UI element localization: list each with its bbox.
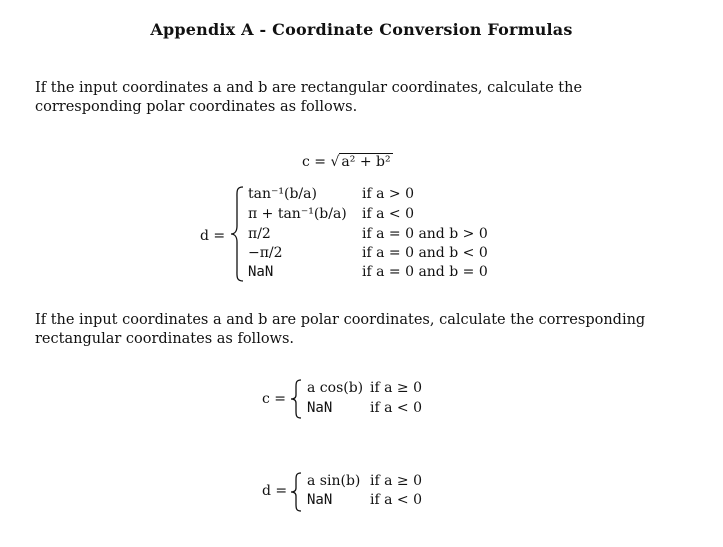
piece-row xyxy=(248,226,271,242)
sqrt-radicand: a² + b² xyxy=(341,154,391,170)
piece-cond: if a < 0 xyxy=(370,492,422,508)
equation-lhs: d = xyxy=(200,228,226,244)
piece-cond: if a ≥ 0 xyxy=(370,473,422,489)
equation-lhs: c = xyxy=(302,154,327,170)
piece-cond: if a > 0 xyxy=(362,186,414,202)
piece-cond: if a < 0 xyxy=(370,400,422,416)
piece-expr: −π/2 xyxy=(248,245,283,261)
piece-cond: if a = 0 and b > 0 xyxy=(362,226,488,242)
piece-cond: if a = 0 and b < 0 xyxy=(362,245,488,261)
piece-expr: a cos(b) xyxy=(307,380,364,396)
piece-cond: if a = 0 and b = 0 xyxy=(362,264,488,280)
piece-expr: tan⁻¹(b/a) xyxy=(248,186,317,202)
piece-row xyxy=(248,264,273,280)
left-brace-icon xyxy=(290,379,304,419)
left-brace-icon xyxy=(290,472,304,512)
left-brace-icon xyxy=(230,186,246,282)
paragraph-polar-intro: If the input coordinates a and b are polar coordinates, calculate the corresponding rectangular coordinates as follows. xyxy=(35,312,646,347)
piece-expr: π + tan⁻¹(b/a) xyxy=(248,206,347,222)
piece-row xyxy=(248,245,283,261)
equation-lhs: d = xyxy=(262,483,288,499)
equation-c-rectangular xyxy=(302,154,393,170)
piece-row xyxy=(248,206,347,222)
appendix-title: Appendix A - Coordinate Conversion Formulas xyxy=(150,20,573,39)
paragraph-rectangular-intro: If the input coordinates a and b are rectangular coordinates, calculate the corresponding polar coordinates as follows. xyxy=(35,80,583,115)
piece-expr: NaN xyxy=(248,264,274,280)
sqrt-symbol: √ xyxy=(330,154,340,170)
piece-cond: if a < 0 xyxy=(362,206,414,222)
equation-lhs: c = xyxy=(262,391,287,407)
piece-row xyxy=(248,186,317,202)
piece-expr: π/2 xyxy=(248,226,271,242)
piece-expr: NaN xyxy=(307,400,333,416)
piece-expr: NaN xyxy=(307,492,333,508)
piece-expr: a sin(b) xyxy=(307,473,361,489)
piece-cond: if a ≥ 0 xyxy=(370,380,422,396)
